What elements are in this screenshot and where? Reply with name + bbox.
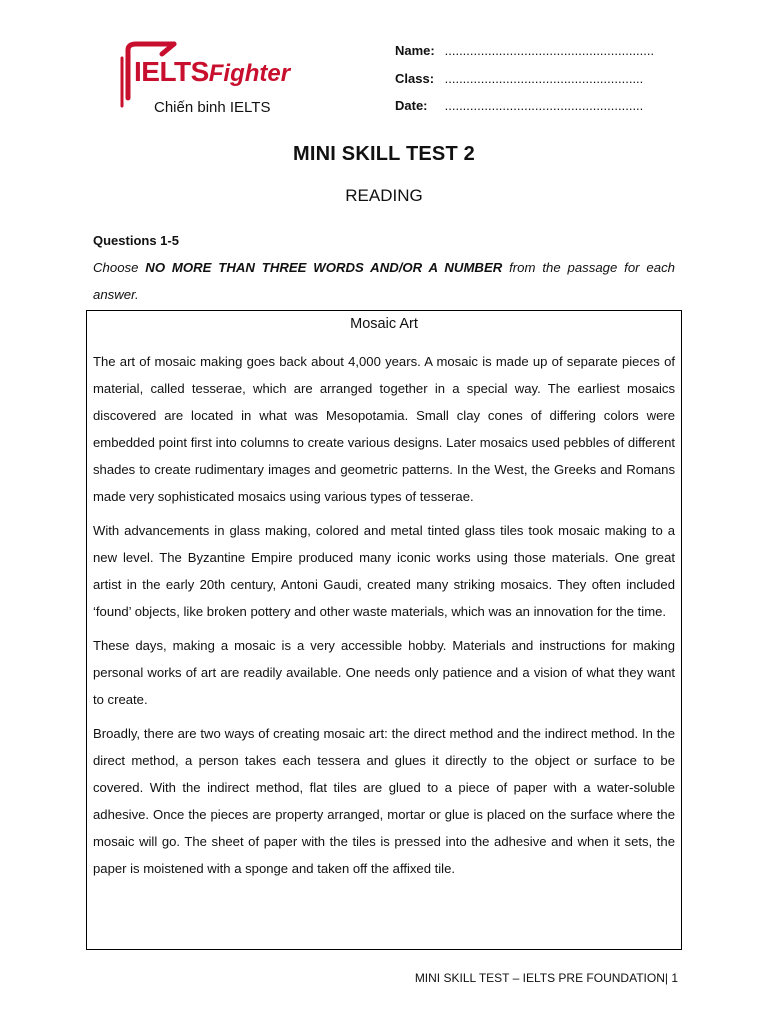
- passage-paragraph: The art of mosaic making goes back about 4,000 years. A mosaic is made up of separate pieces of material, called tesserae, which are arranged together in a special way. The earliest mosaics discovered are located in what was Mesopotamia. Small clay cones of differing colors were embedded point first into columns to create various designs. Later mosaics used pebbles of different shades to create rudimentary images and geometric patterns. In the West, the Greeks and Romans made very sophisticated mosaics using various types of tesserae.: [93, 354, 675, 504]
- section-subtitle: READING: [345, 186, 423, 205]
- passage-paragraph: Broadly, there are two ways of creating mosaic art: the direct method and the indirect method. In the direct method, a person takes each tessera and glues it directly to the object or surface to be covered. With the indirect method, flat tiles are glued to a piece of paper with a water-soluble adhesive. Once the pieces are property arranged, mortar or glue is placed on the surface where the mosaic will go. The sheet of paper with the tiles is pressed into the adhesive and when it sets, the paper is moistened with a sponge and taken off the affixed tile.: [93, 726, 675, 876]
- passage-paragraph: These days, making a mosaic is a very accessible hobby. Materials and instructions for making personal works of art are readily available. One needs only patience and a vision of what they want to create.: [93, 638, 675, 707]
- class-blank: .......................................................: [444, 70, 644, 86]
- date-field: [395, 98, 654, 126]
- passage-body: [93, 348, 675, 889]
- questions-heading: Questions 1-5: [93, 233, 179, 248]
- instruction-emphasis: NO MORE THAN THREE WORDS AND/OR A NUMBER: [145, 260, 503, 275]
- logo-tagline: Chiến binh IELTS: [154, 99, 271, 116]
- class-label: Class:: [395, 70, 435, 86]
- name-field: [395, 43, 654, 71]
- reading-passage-box: [86, 310, 682, 950]
- ielts-fighter-logo: [112, 40, 302, 122]
- logo-wordmark: IELTSFighter: [134, 56, 291, 87]
- instruction-text: [93, 254, 675, 308]
- date-label: Date:: [395, 98, 428, 113]
- passage-paragraph: With advancements in glass making, colored and metal tinted glass tiles took mosaic making to a new level. The Byzantine Empire produced many iconic works using those materials. One great artist in the early 20th century, Antoni Gaudi, created many striking mosaics. They often included ‘found’ objects, like broken pottery and other waste materials, which was an innovation for the time.: [93, 523, 675, 619]
- class-field: [395, 71, 654, 99]
- name-blank: ..........................................................: [444, 43, 655, 58]
- student-info-fields: [395, 43, 654, 126]
- name-label: Name:: [395, 43, 435, 58]
- passage-title: Mosaic Art: [350, 316, 418, 332]
- date-blank: .......................................................: [444, 98, 644, 113]
- instruction-prefix: Choose: [93, 260, 146, 275]
- page-footer: MINI SKILL TEST – IELTS PRE FOUNDATION| 1: [414, 971, 678, 985]
- instruction-suffix: from the passage for each answer.: [93, 260, 675, 302]
- page-title: MINI SKILL TEST 2: [293, 143, 475, 165]
